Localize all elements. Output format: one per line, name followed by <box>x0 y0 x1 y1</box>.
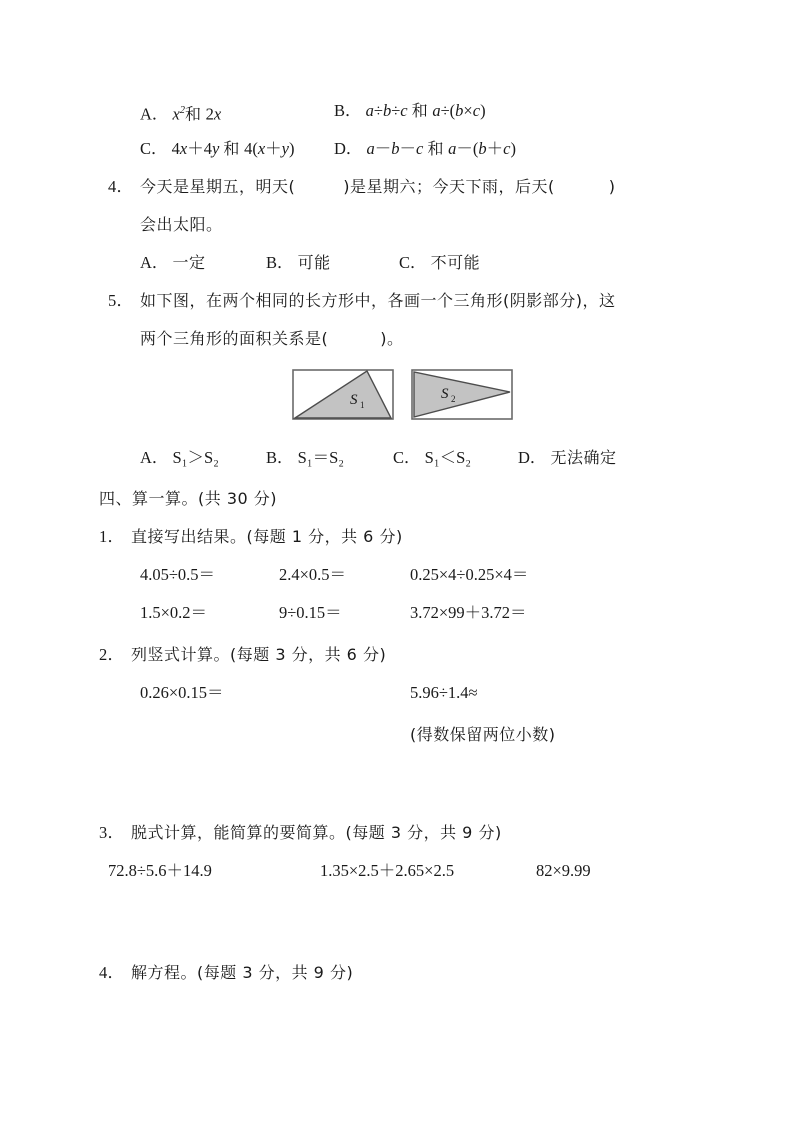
q5-option-b-text: S₁＝S₂ <box>297 448 344 467</box>
q4-option-a[interactable] <box>140 244 206 282</box>
q3-option-d[interactable]: D． a－b－c 和 a－(b＋c) <box>334 139 516 158</box>
left-triangle-label-sub: 1 <box>360 400 365 410</box>
q3-options-row-ab <box>108 92 693 130</box>
section-4-heading-text: 四、算一算。(共 30 分) <box>99 489 278 508</box>
q4-option-b[interactable] <box>266 244 331 282</box>
s4-sub1-item-5: 9÷0.15＝ <box>279 603 342 622</box>
s4-sub4-title: 解方程。(每题 3 分，共 9 分) <box>131 963 354 982</box>
q4-stem-text3: ) <box>608 177 616 196</box>
q5-option-a[interactable] <box>140 436 219 480</box>
q3-option-c-label: C． <box>140 139 168 158</box>
q4-number: 4． <box>108 177 134 196</box>
q5-line1 <box>108 282 693 320</box>
s4-sub3-item-1: 72.8÷5.6＋14.9 <box>108 861 212 880</box>
q5-option-a-label: A． <box>140 448 169 467</box>
q4-option-b-label: B． <box>266 253 294 272</box>
right-triangle-label: S <box>441 386 449 402</box>
q4-option-c-label: C． <box>399 253 427 272</box>
q3-option-b[interactable]: B． a÷b÷c 和 a÷(b×c) <box>334 101 486 120</box>
section-4-heading <box>99 480 693 518</box>
q4-stem-part1 <box>108 168 616 206</box>
s4-sub2-item-2: 5.96÷1.4≈ <box>410 683 478 702</box>
q4-stem-line2: 会出太阳。 <box>140 215 223 234</box>
q3-option-d-label: D． <box>334 139 363 158</box>
q5-option-b-label: B． <box>266 448 294 467</box>
q5-stem-line2 <box>108 320 404 358</box>
q4-stem-text2: )是星期六；今天下雨，后天( <box>343 177 555 196</box>
q4-stem-text1: 今天是星期五，明天( <box>140 177 296 196</box>
s4-sub3-number: 3． <box>99 823 125 842</box>
right-triangle-label-sub: 2 <box>451 394 456 404</box>
s4-sub1-title-line <box>99 518 693 556</box>
s4-sub3-item-2: 1.35×2.5＋2.65×2.5 <box>320 861 455 880</box>
s4-sub3-items-row <box>108 852 693 890</box>
q5-option-b[interactable] <box>266 436 344 480</box>
s4-sub2-items-row <box>108 674 693 712</box>
q4-options-row <box>108 244 693 282</box>
q5-option-d-text: 无法确定 <box>550 448 617 467</box>
s4-sub4-number: 4． <box>99 963 125 982</box>
s4-sub1-item-1: 4.05÷0.5＝ <box>140 565 216 584</box>
q5-stem-line2a: 两个三角形的面积关系是( <box>140 329 329 348</box>
answer-space-sub2 <box>108 758 693 814</box>
q3-options-row-cd <box>108 130 693 168</box>
s4-sub3-title-line <box>99 814 693 852</box>
left-triangle-label: S <box>350 392 358 408</box>
s4-sub2-item-1: 0.26×0.15＝ <box>140 683 224 702</box>
s4-sub1-number: 1． <box>99 527 125 546</box>
s4-sub1-row2 <box>108 594 693 632</box>
q5-number: 5． <box>108 291 134 310</box>
q5-options-row <box>108 436 693 480</box>
q4-option-c[interactable] <box>399 244 480 282</box>
s4-sub3-title: 脱式计算，能简算的要简算。(每题 3 分，共 9 分) <box>131 823 502 842</box>
q4-option-a-label: A． <box>140 253 169 272</box>
q5-option-d-label: D． <box>518 448 547 467</box>
s4-sub1-row1 <box>108 556 693 594</box>
q5-figure <box>108 362 693 434</box>
s4-sub2-note-row <box>108 712 693 758</box>
q4-option-c-text: 不可能 <box>430 253 481 272</box>
q5-stem-line1: 如下图，在两个相同的长方形中，各画一个三角形(阴影部分)，这 <box>140 291 616 310</box>
s4-sub1-item-2: 2.4×0.5＝ <box>279 565 347 584</box>
q4-option-b-text: 可能 <box>297 253 331 272</box>
q5-option-c-text: S₁＜S₂ <box>424 448 471 467</box>
q4-option-a-text: 一定 <box>172 253 206 272</box>
s4-sub4-title-line <box>99 954 693 992</box>
answer-space-sub3 <box>108 890 693 954</box>
s4-sub2-title-line <box>99 636 693 674</box>
q5-option-d[interactable] <box>518 436 617 480</box>
s4-sub1-item-3: 0.25×4÷0.25×4＝ <box>410 565 529 584</box>
q5-option-c[interactable] <box>393 436 471 480</box>
q4-line1 <box>108 168 693 206</box>
q5-option-a-text: S₁＞S₂ <box>172 448 219 467</box>
q5-figure-inner <box>292 364 514 431</box>
q3-option-b-label: B． <box>334 101 362 120</box>
s4-sub2-title: 列竖式计算。(每题 3 分，共 6 分) <box>131 645 387 664</box>
s4-sub2-note: (得数保留两位小数) <box>410 725 556 744</box>
q5-option-c-label: C． <box>393 448 421 467</box>
q5-stem-line2b: )。 <box>380 329 404 348</box>
q3-option-c[interactable]: C． 4x＋4y 和 4(x＋y) <box>140 139 295 158</box>
s4-sub3-item-3: 82×9.99 <box>536 861 591 880</box>
s4-sub1-item-6: 3.72×99＋3.72＝ <box>410 603 527 622</box>
q3-option-a[interactable]: A． $x^2$和 2x <box>140 104 222 124</box>
q4-line2 <box>108 206 693 244</box>
two-rectangles-triangles-diagram <box>292 364 514 426</box>
s4-sub1-title: 直接写出结果。(每题 1 分，共 6 分) <box>131 527 403 546</box>
q5-line2 <box>108 320 693 358</box>
s4-sub2-number: 2． <box>99 645 125 664</box>
s4-sub1-item-4: 1.5×0.2＝ <box>140 603 208 622</box>
q3-option-a-label: A． <box>140 104 169 124</box>
page-content <box>99 92 693 992</box>
